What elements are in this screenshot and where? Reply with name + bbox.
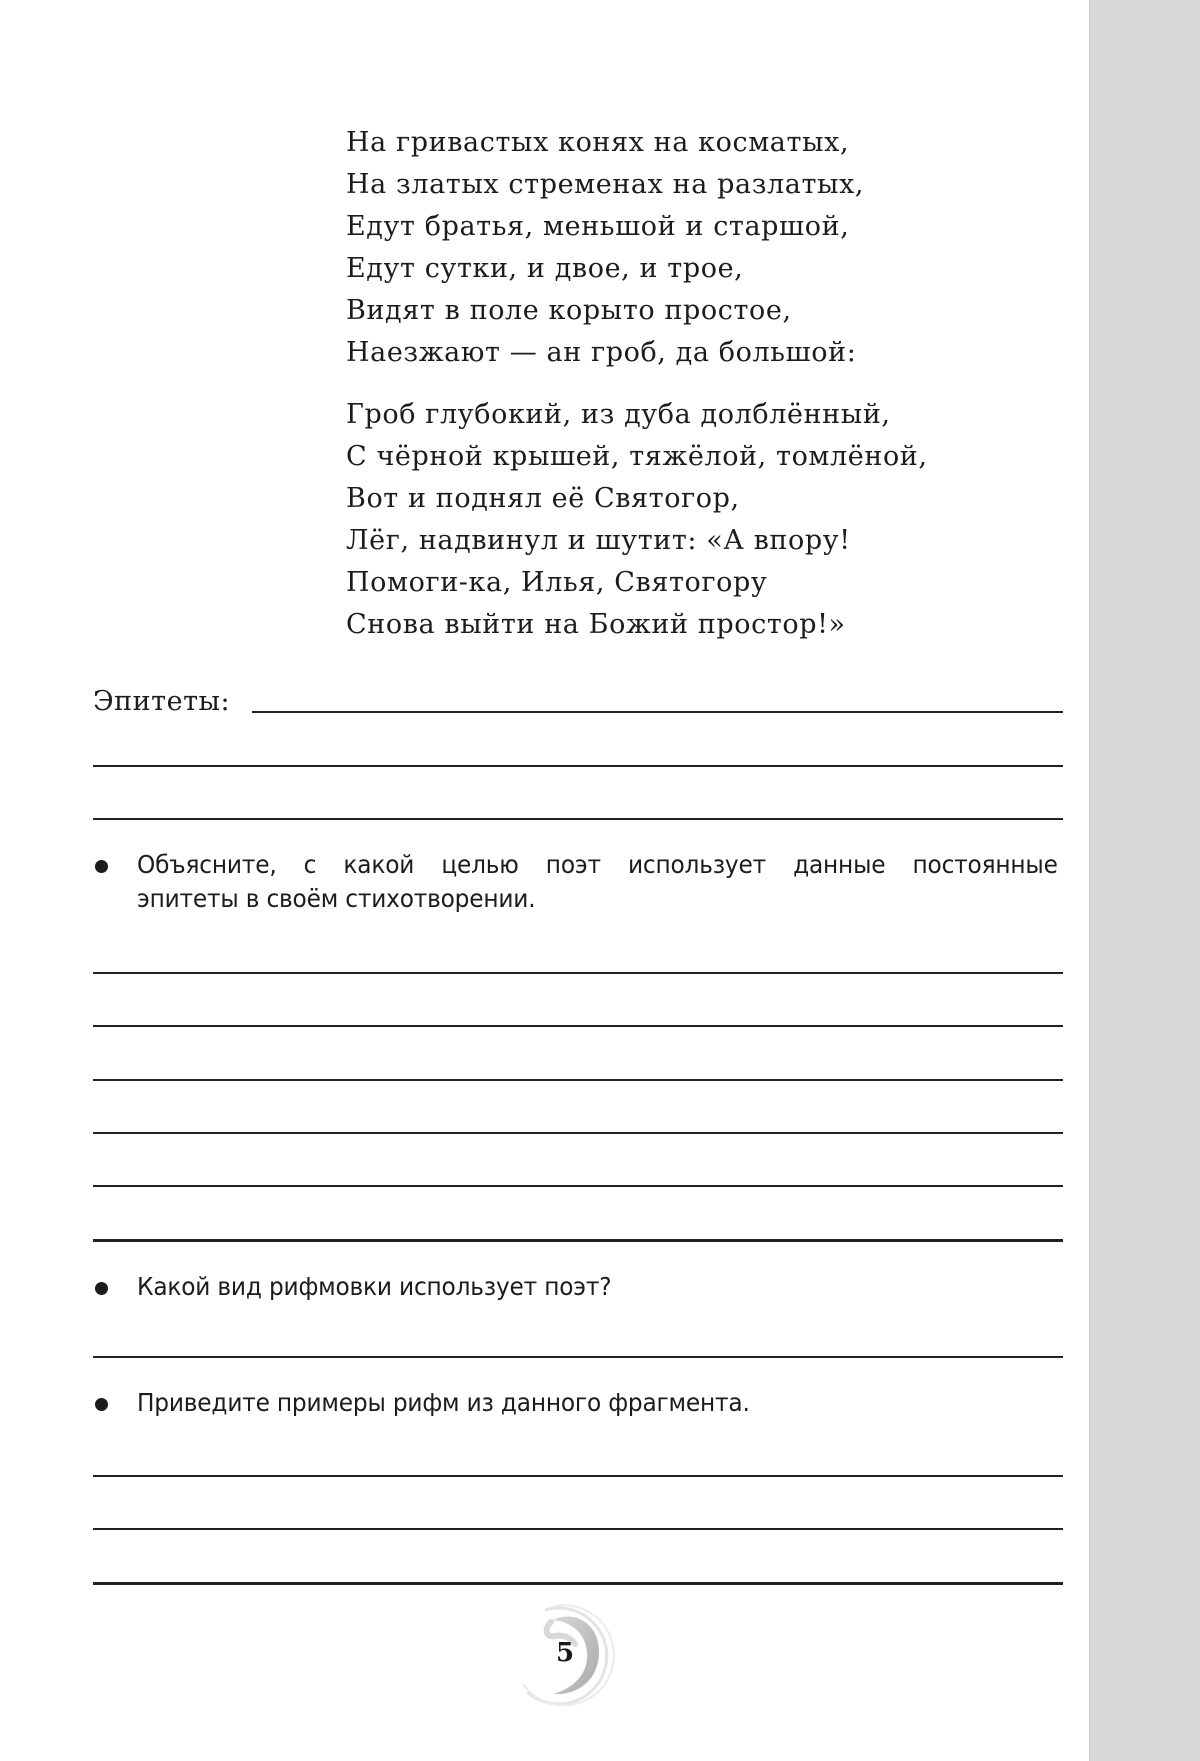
poem-line: Наезжают — ан гроб, да большой: <box>346 337 857 368</box>
answer-line[interactable] <box>93 1582 1063 1585</box>
question-1-text-line-1: Объясните, с какой целью поэт использует данные постоянные <box>137 850 1058 879</box>
poem-line: Снова выйти на Божий простор!» <box>346 609 846 640</box>
answer-line[interactable] <box>93 972 1063 974</box>
poem-line: С чёрной крышей, тяжёлой, томлёной, <box>346 441 928 472</box>
question-1 <box>93 848 1063 916</box>
page-margin-strip <box>1089 0 1200 1761</box>
question-3-text: Приведите примеры рифм из данного фрагмента. <box>137 1388 750 1417</box>
question-2-text: Какой вид рифмовки использует поэт? <box>137 1272 612 1301</box>
poem-line: На златых стременах на разлатых, <box>346 169 865 200</box>
answer-line[interactable] <box>93 1356 1063 1358</box>
question-3 <box>93 1386 1063 1420</box>
epithets-label: Эпитеты: <box>93 686 231 717</box>
answer-line[interactable] <box>93 1239 1063 1242</box>
answer-line[interactable] <box>93 1025 1063 1027</box>
question-2 <box>93 1270 1063 1304</box>
answer-line[interactable] <box>93 1079 1063 1081</box>
poem-line: Видят в поле корыто простое, <box>346 295 792 326</box>
poem-line: Лёг, надвинул и шутит: «А впору! <box>346 525 851 556</box>
poem-line: Гроб глубокий, из дуба долблённый, <box>346 399 891 430</box>
bullet-icon <box>95 1398 108 1411</box>
page-number-area <box>515 1600 615 1710</box>
poem-line: На гривастых конях на косматых, <box>346 127 850 158</box>
question-1-text-line-2: эпитеты в своём стихотворении. <box>137 884 536 913</box>
epithets-answer-line[interactable] <box>93 765 1063 767</box>
bullet-icon <box>95 860 108 873</box>
poem-line: Едут братья, меньшой и старшой, <box>346 211 850 242</box>
poem-line: Едут сутки, и двое, и трое, <box>346 253 744 284</box>
epithets-answer-line[interactable] <box>252 711 1063 713</box>
epithets-answer-line[interactable] <box>93 818 1063 820</box>
answer-line[interactable] <box>93 1528 1063 1530</box>
page-number: 5 <box>555 1638 575 1668</box>
answer-line[interactable] <box>93 1132 1063 1134</box>
poem <box>346 122 928 646</box>
poem-stanza-2 <box>346 394 928 646</box>
answer-line[interactable] <box>93 1185 1063 1187</box>
answer-line[interactable] <box>93 1475 1063 1477</box>
poem-line: Помоги-ка, Илья, Святогору <box>346 567 768 598</box>
bullet-icon <box>95 1282 108 1295</box>
poem-stanza-1 <box>346 122 928 374</box>
poem-line: Вот и поднял её Святогор, <box>346 483 740 514</box>
